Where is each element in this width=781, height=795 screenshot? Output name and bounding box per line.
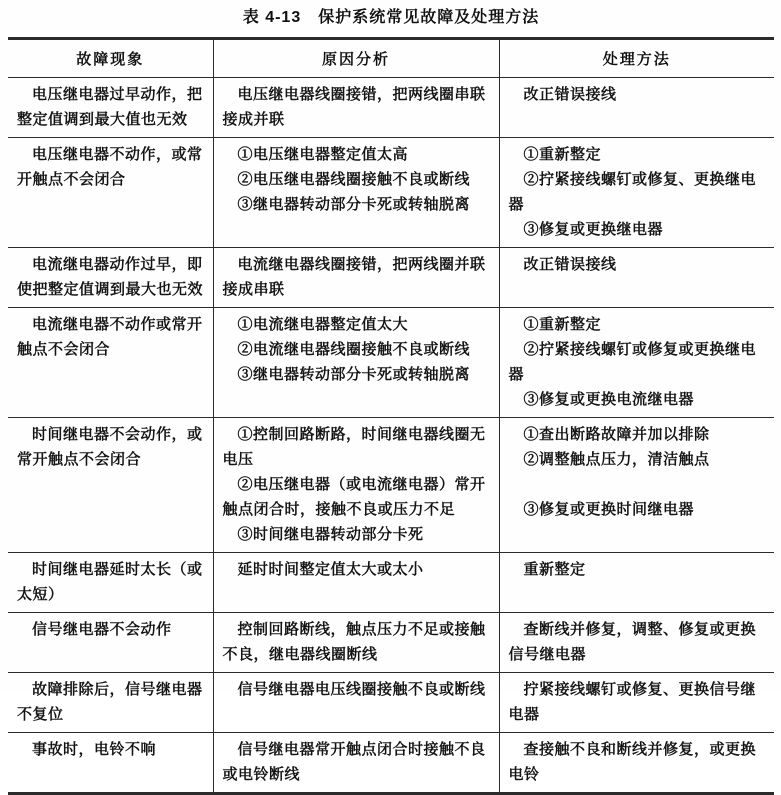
cause-cell [213, 78, 499, 138]
cause-cell [213, 613, 499, 673]
table-row [8, 138, 774, 248]
cell-line: 电流继电器不动作或常开触点不会闭合 [17, 316, 203, 358]
treatment-cell [499, 78, 774, 138]
cause-cell [213, 553, 499, 613]
cell-line: ①控制回路断路，时间继电器线圈无电压 [222, 426, 486, 468]
treatment-cell [499, 138, 774, 248]
cell-line: ②电压继电器（或电流继电器）常开触点闭合时，接触不良或压力不足 [222, 476, 486, 518]
cause-cell [213, 308, 499, 418]
cause-cell [213, 418, 499, 553]
phenomenon-cell [8, 613, 213, 673]
phenomenon-cell [8, 248, 213, 308]
table-body [8, 78, 774, 794]
cell-line: ①重新整定 [523, 316, 602, 333]
column-header-cause: 原因分析 [213, 39, 499, 78]
cell-line: 延时时间整定值太大或太小 [237, 561, 424, 578]
cell-line: 拧紧接线螺钉或修复、更换信号继电器 [508, 681, 757, 723]
phenomenon-cell [8, 553, 213, 613]
treatment-cell [499, 553, 774, 613]
cause-cell [213, 673, 499, 733]
cell-line: ③修复或更换继电器 [523, 221, 664, 238]
cell-line: 电压继电器过早动作，把整定值调到最大值也无效 [17, 86, 203, 128]
cell-line: 故障排除后，信号继电器不复位 [17, 681, 203, 723]
cell-line: 时间继电器延时太长（或太短） [17, 561, 203, 603]
cell-line: ①查出断路故障并加以排除 [523, 426, 710, 443]
cell-line: 信号继电器不会动作 [32, 621, 172, 638]
header-row [8, 39, 774, 78]
table-row [8, 553, 774, 613]
phenomenon-cell [8, 138, 213, 248]
cell-line: ②电流继电器线圈接触不良或断线 [237, 341, 471, 358]
treatment-cell [499, 248, 774, 308]
table-row [8, 613, 774, 673]
table-row [8, 78, 774, 138]
cell-line: ③继电器转动部分卡死或转轴脱离 [237, 366, 471, 383]
cell-line: 查断线并修复，调整、修复或更换信号继电器 [508, 621, 757, 663]
cell-line: ②拧紧接线螺钉或修复或更换继电器 [508, 341, 757, 383]
cell-line: ③时间继电器转动部分卡死 [237, 526, 424, 543]
cell-line: 事故时，电铃不响 [32, 741, 157, 758]
cause-cell [213, 138, 499, 248]
cell-line: ②拧紧接线螺钉或修复、更换继电器 [508, 171, 757, 213]
cell-line: 信号继电器常开触点闭合时接触不良或电铃断线 [222, 741, 486, 783]
cell-line [509, 472, 766, 497]
phenomenon-cell [8, 78, 213, 138]
phenomenon-cell [8, 308, 213, 418]
table-row [8, 248, 774, 308]
treatment-cell [499, 673, 774, 733]
column-header-treatment: 处理方法 [499, 39, 774, 78]
table-row [8, 418, 774, 553]
cell-line: ③修复或更换时间继电器 [523, 501, 695, 518]
cell-line: 重新整定 [523, 561, 586, 578]
cause-cell [213, 733, 499, 794]
cell-line: ①电压继电器整定值太高 [237, 146, 409, 163]
cell-line: ②电压继电器线圈接触不良或断线 [237, 171, 471, 188]
cell-line: 查接触不良和断线并修复，或更换电铃 [508, 741, 757, 783]
cell-line: 电流继电器线圈接错，把两线圈并联接成串联 [222, 256, 486, 298]
cell-line: ③继电器转动部分卡死或转轴脱离 [237, 196, 471, 213]
treatment-cell [499, 613, 774, 673]
cell-line: ③修复或更换电流继电器 [523, 391, 695, 408]
cell-line: 控制回路断线，触点压力不足或接触不良，继电器线圈断线 [222, 621, 486, 663]
cell-line: ①电流继电器整定值太大 [237, 316, 409, 333]
phenomenon-cell [8, 673, 213, 733]
phenomenon-cell [8, 418, 213, 553]
cell-line: 改正错误接线 [523, 256, 617, 273]
cell-line: 电压继电器线圈接错，把两线圈串联接成并联 [222, 86, 486, 128]
cell-line: 改正错误接线 [523, 86, 617, 103]
column-header-phenomenon: 故障现象 [8, 39, 213, 78]
cell-line: 电压继电器不动作，或常开触点不会闭合 [17, 146, 203, 188]
fault-table [8, 37, 774, 795]
cause-cell [213, 248, 499, 308]
treatment-cell [499, 308, 774, 418]
cell-line: 时间继电器不会动作，或常开触点不会闭合 [17, 426, 203, 468]
treatment-cell [499, 418, 774, 553]
table-row [8, 308, 774, 418]
cell-line: 信号继电器电压线圈接触不良或断线 [237, 681, 486, 698]
cell-line: 电流继电器动作过早，即使把整定值调到最大也无效 [17, 256, 204, 298]
cell-line: ②调整触点压力，清洁触点 [523, 451, 710, 468]
table-title: 表 4-13 保护系统常见故障及处理方法 [242, 9, 540, 26]
cell-line: ①重新整定 [523, 146, 602, 163]
table-row [8, 673, 774, 733]
table-row [8, 733, 774, 794]
phenomenon-cell [8, 733, 213, 794]
treatment-cell [499, 733, 774, 794]
